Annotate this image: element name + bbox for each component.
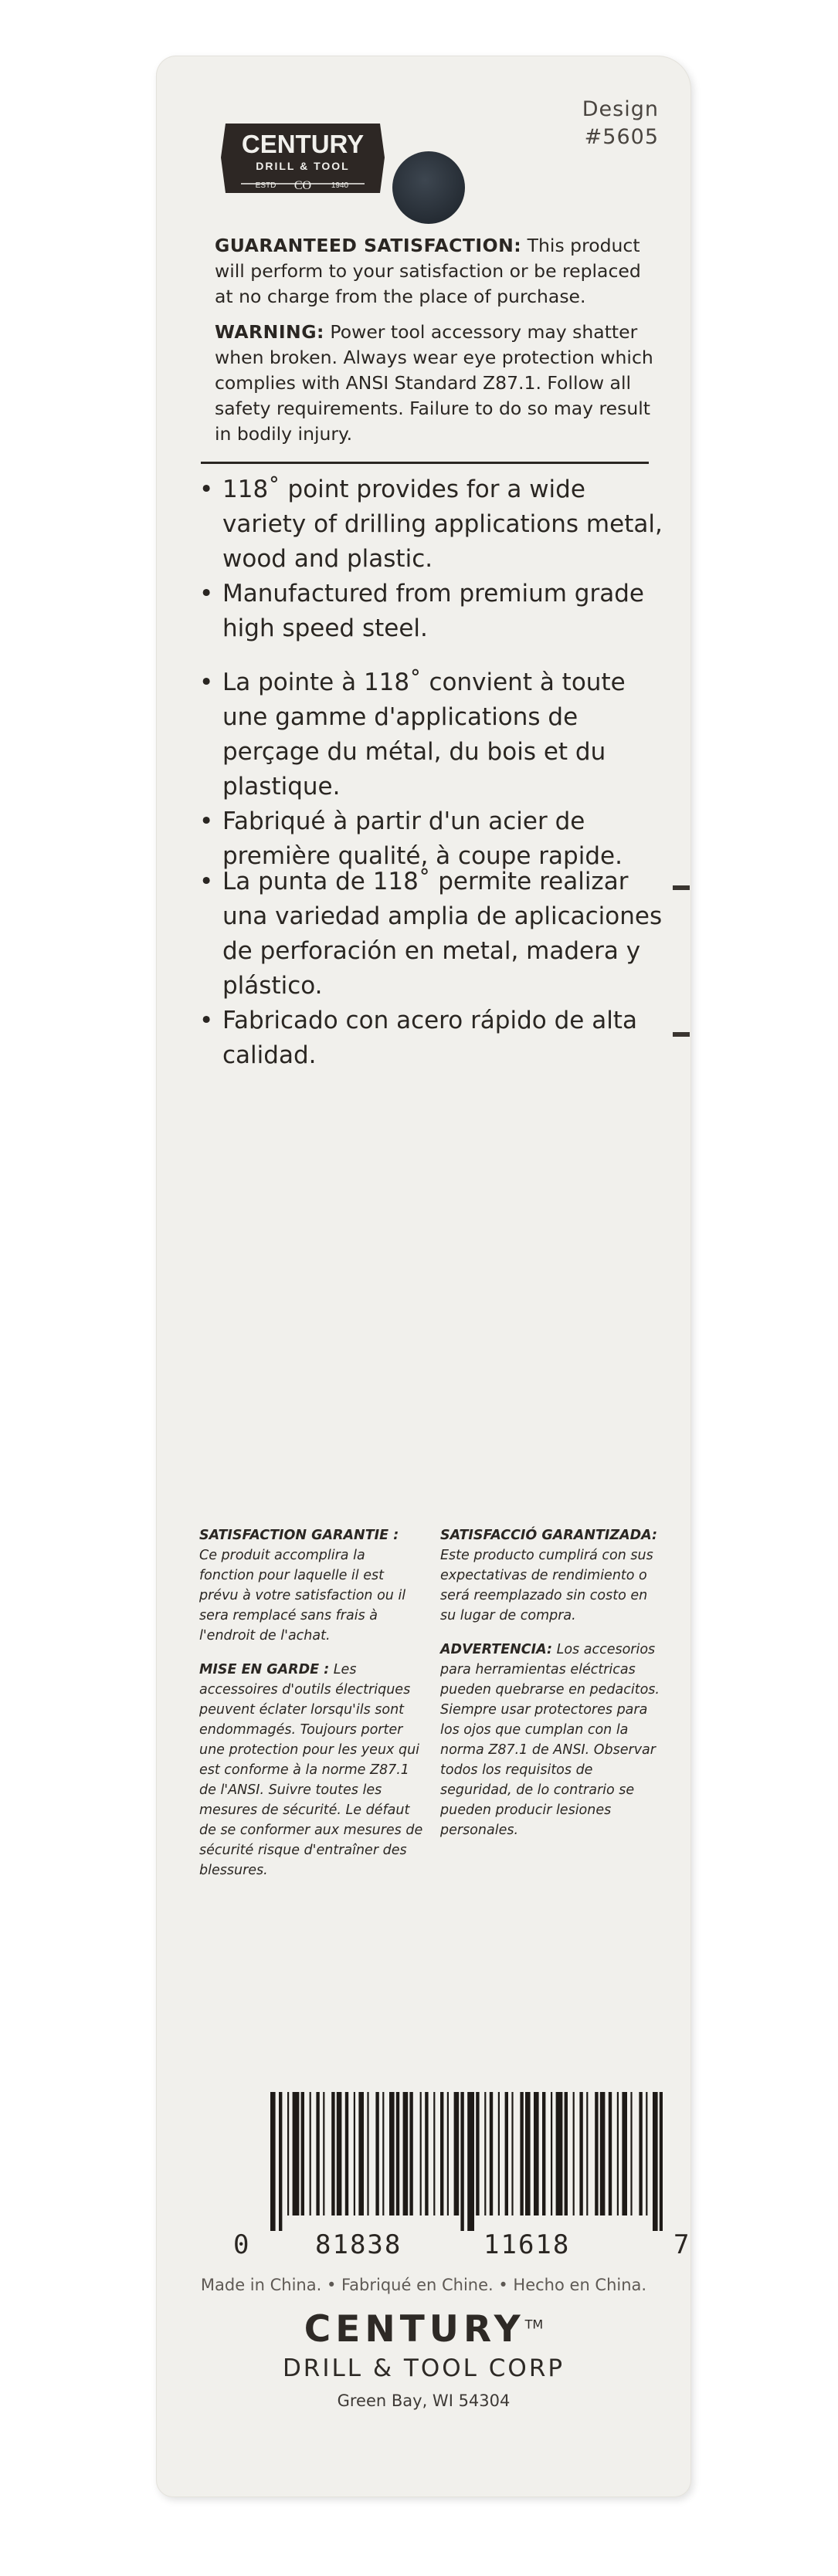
barcode-bar [542, 2092, 545, 2215]
barcode-bar [331, 2092, 334, 2215]
barcode-bar [579, 2092, 582, 2215]
barcode-bar [467, 2092, 474, 2231]
barcode-bar [389, 2092, 395, 2215]
barcode-bar [573, 2092, 575, 2215]
warning-label: WARNING: [215, 321, 324, 343]
fine-print-spanish [440, 1525, 664, 1854]
century-logo [218, 113, 388, 204]
bullet-item: • La pointe à 118˚ convient à toute une gamme d'applications de perçage du métal, du bois et du plastique. [199, 669, 626, 801]
upc-last-digit: 7 [673, 2229, 691, 2260]
made-in: Made in China. • Fabriqué en Chine. • Hecho en China. [200, 2276, 647, 2294]
guarantee-text [215, 233, 663, 310]
barcode-bar [505, 2092, 508, 2215]
barcode-bar [279, 2092, 282, 2231]
bullets-spanish [199, 865, 663, 1073]
trademark: TM [524, 2317, 544, 2332]
logo-co: CO [293, 179, 312, 192]
footer-address: Green Bay, WI 54304 [337, 2392, 511, 2410]
barcode-bar [293, 2092, 300, 2215]
warning-body: Power tool accessory may shatter when broken. Always wear eye protection which complies with ANSI Standard Z87.1. Follow all safety requirements. Failure to do so may result in bodily injury. [215, 321, 653, 445]
barcode-bar [367, 2092, 368, 2215]
barcode-bar [565, 2092, 568, 2215]
barcode-bar [382, 2092, 384, 2215]
barcode-bar [447, 2092, 449, 2215]
divider [201, 462, 649, 464]
barcode-bar [600, 2092, 606, 2215]
fr-sat-label: SATISFACTION GARANTIE : [199, 1528, 399, 1543]
footer-company: DRILL & TOOL CORP [282, 2354, 565, 2382]
barcode [270, 2092, 663, 2231]
fr-warn-text: Les accessoires d'outils électriques peuvent éclater lorsqu'ils sont endommagés. Toujours porter une protection pour les yeux qui est conforme à la norme Z87.1 de l'ANSI. Suivre toutes les mesures de sécurité. Le défaut de se conformer aux mesures de sécurité risque d'entraîner des blessures. [199, 1662, 423, 1878]
es-sat-text: Este producto cumplirá con sus expectativas de rendimiento o será reemplazado sin costo en su lugar de compra. [440, 1548, 653, 1623]
upc-first-digit: 0 [233, 2229, 251, 2260]
barcode-bar [586, 2092, 588, 2215]
barcode-bar [630, 2092, 632, 2215]
guarantee-body: This product will perform to your satisfaction or be replaced at no charge from the place of purchase. [215, 235, 641, 307]
barcode-bar [433, 2092, 435, 2215]
barcode-bar [660, 2092, 663, 2231]
es-warn-label: ADVERTENCIA: [440, 1642, 553, 1657]
logo-brand: CENTURY [241, 130, 365, 158]
barcode-bar [609, 2092, 612, 2215]
fr-sat-text: Ce produit accomplira la fonction pour laquelle il est prévu à votre satisfaction ou il sera remplacé sans frais à l'endroit de l'achat. [199, 1548, 406, 1643]
barcode-bar [409, 2092, 412, 2215]
barcode-bar [525, 2092, 531, 2215]
barcode-bar [520, 2092, 523, 2215]
barcode-bar [490, 2092, 493, 2215]
barcode-bar [354, 2092, 355, 2215]
barcode-bar [287, 2092, 289, 2215]
barcode-bar [345, 2092, 348, 2215]
barcode-bar [617, 2092, 619, 2215]
footer-brand: CENTURY™ [304, 2308, 544, 2351]
design-number [582, 96, 659, 151]
fine-print-french [199, 1525, 423, 1894]
design-code: #5605 [584, 125, 659, 149]
bullet-item: • Fabriqué à partir d'un acier de première qualité, à coupe rapide. [199, 807, 623, 870]
barcode-bar [454, 2092, 460, 2215]
edge-mark [673, 885, 690, 890]
barcode-bar [358, 2092, 364, 2215]
barcode-bar [534, 2092, 539, 2215]
guarantee-label: GUARANTEED SATISFACTION: [215, 235, 522, 256]
barcode-bar [639, 2092, 642, 2215]
barcode-bar [646, 2092, 647, 2215]
barcode-bar [316, 2092, 319, 2215]
barcode-bar [337, 2092, 342, 2215]
upc-right-digits: 11618 [483, 2229, 571, 2260]
barcode-bar [403, 2092, 409, 2215]
warning-text [215, 320, 663, 447]
barcode-bar [622, 2092, 627, 2215]
barcode-bar [420, 2092, 422, 2215]
barcode-bar [270, 2092, 276, 2231]
barcode-bar [511, 2092, 513, 2215]
fr-warn-label: MISE EN GARDE : [199, 1662, 330, 1677]
es-sat-label: SATISFACCIÓ GARANTIZADA: [440, 1528, 658, 1543]
barcode-bar [310, 2092, 311, 2215]
barcode-bar [460, 2092, 463, 2231]
barcode-bar [375, 2092, 378, 2215]
bullets-french [199, 665, 663, 874]
barcode-bar [323, 2092, 324, 2215]
barcode-bar [595, 2092, 598, 2215]
barcode-bar [476, 2092, 479, 2215]
logo-year: 1940 [331, 181, 349, 190]
upc-left-digits: 81838 [315, 2229, 402, 2260]
barcode-bar [425, 2092, 428, 2215]
barcode-bar [551, 2092, 552, 2215]
barcode-bar [556, 2092, 563, 2215]
bullet-item: • La punta de 118˚ permite realizar una variedad amplia de aplicaciones de perforación en metal, madera y plástico. [199, 868, 663, 1000]
barcode-bar [484, 2092, 486, 2215]
barcode-bar [396, 2092, 399, 2215]
barcode-bar [440, 2092, 443, 2215]
bullet-item: • Fabricado con acero rápido de alta calidad. [199, 1007, 637, 1069]
hang-hole [392, 151, 465, 224]
logo-sub: DRILL & TOOL [256, 160, 350, 172]
barcode-bar [301, 2092, 304, 2215]
bullet-item: • 118˚ point provides for a wide variety of drilling applications metal, wood and plastic. [199, 476, 663, 573]
bullets-english [199, 472, 663, 646]
barcode-bar [653, 2092, 658, 2231]
barcode-bar [498, 2092, 500, 2215]
es-warn-text: Los accesorios para herramientas eléctricas pueden quebrarse en pedacitos. Siempre usar protectores para los ojos que cumplan con la norma Z87.1 de ANSI. Observar todos los requisitos de seguridad, de lo contrario se pueden producir lesiones personales. [440, 1642, 660, 1838]
edge-mark [673, 1032, 690, 1037]
design-label: Design [582, 97, 659, 121]
bullet-item: • Manufactured from premium grade high speed steel. [199, 580, 644, 642]
logo-estd: ESTD [255, 181, 277, 190]
